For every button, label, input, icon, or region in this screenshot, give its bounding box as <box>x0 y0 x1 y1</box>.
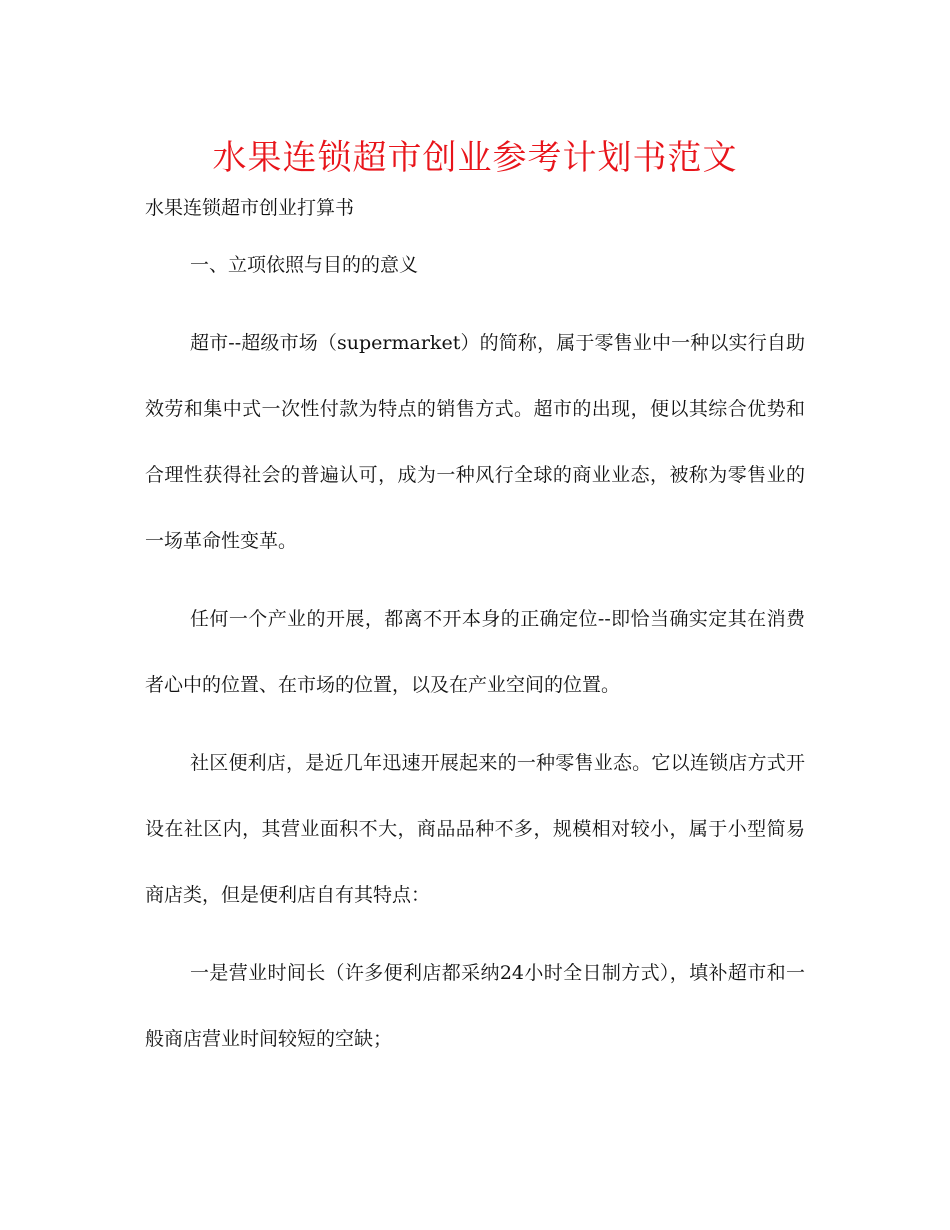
document-body <box>145 250 805 1084</box>
paragraph-business-hours: 一是营业时间长（许多便利店都采纳24小时全日制方式），填补超市和一般商店营业时间较短的空缺； <box>145 962 805 1050</box>
document-title: 水果连锁超市创业参考计划书范文 <box>212 138 738 178</box>
document-subtitle: 水果连锁超市创业打算书 <box>145 197 355 219</box>
section-heading: 一、立项依照与目的的意义 <box>190 254 419 276</box>
paragraph-industry-positioning: 任何一个产业的开展，都离不开本身的正确定位--即恰当确实定其在消费者心中的位置、在市场的位置，以及在产业空间的位置。 <box>145 608 805 696</box>
paragraph-supermarket-definition: 超市--超级市场（supermarket）的简称，属于零售业中一种以实行自助效劳和集中式一次性付款为特点的销售方式。超市的出现，便以其综合优势和合理性获得社会的普遍认可，成为一种风行全球的商业业态，被称为零售业的一场革命性变革。 <box>145 332 805 552</box>
paragraph-convenience-store: 社区便利店，是近几年迅速开展起来的一种零售业态。它以连锁店方式开设在社区内，其营业面积不大，商品品种不多，规模相对较小，属于小型简易商店类，但是便利店自有其特点： <box>145 752 805 906</box>
